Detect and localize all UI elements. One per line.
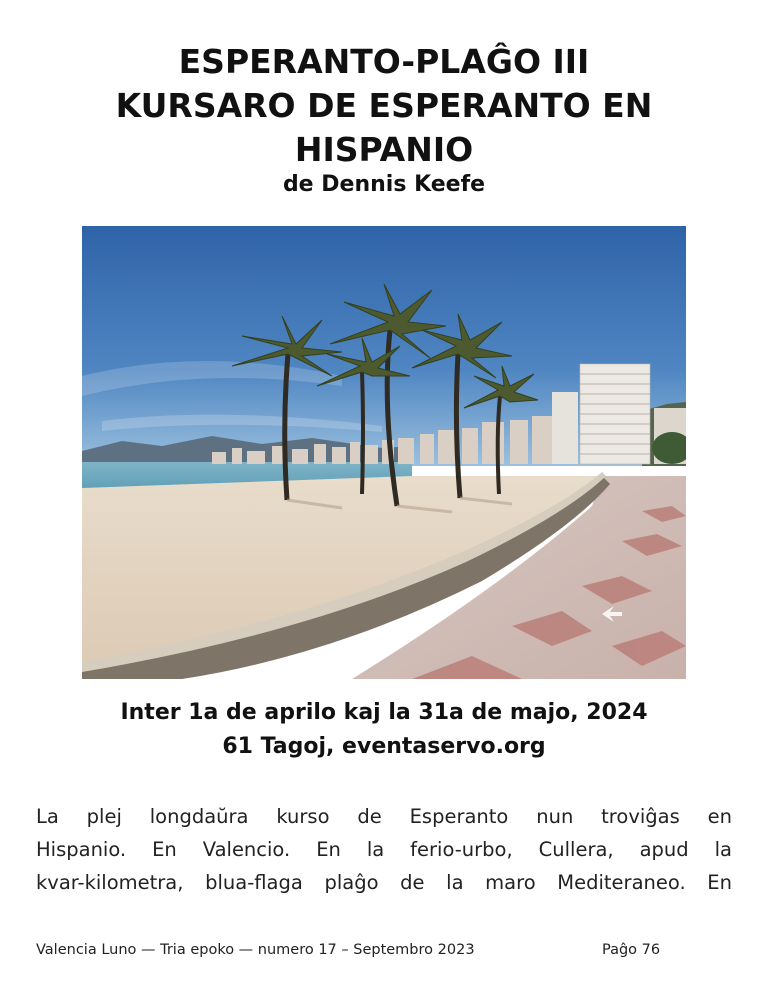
body-line: Hispanio. En Valencio. En la ferio-urbo, Cullera, apud la — [36, 838, 732, 861]
footer-page-number: Paĝo 76 — [602, 942, 661, 958]
footer-publication: Valencia Luno — Tria epoko — numero 17 – Septembro 2023 — [36, 942, 475, 958]
article-title — [0, 40, 768, 172]
author-byline: de Dennis Keefe — [282, 172, 486, 197]
event-info — [0, 696, 768, 764]
body-line: La plej longdaŭra kurso de Esperanto nun troviĝas en — [36, 805, 732, 828]
title-line-2: KURSARO DE ESPERANTO EN — [115, 86, 653, 125]
body-line: kvar-kilometra, blua-flaga plaĝo de la maro Mediteraneo. En — [36, 871, 732, 894]
title-line-1: ESPERANTO-PLAĜO III — [178, 42, 590, 81]
event-details: 61 Tagoj, eventaservo.org — [222, 734, 546, 759]
beach-photo — [82, 226, 686, 679]
title-line-3: HISPANIO — [294, 130, 474, 169]
article-body — [36, 800, 732, 899]
event-dates: Inter 1a de aprilo kaj la 31a de majo, 2024 — [120, 700, 648, 725]
